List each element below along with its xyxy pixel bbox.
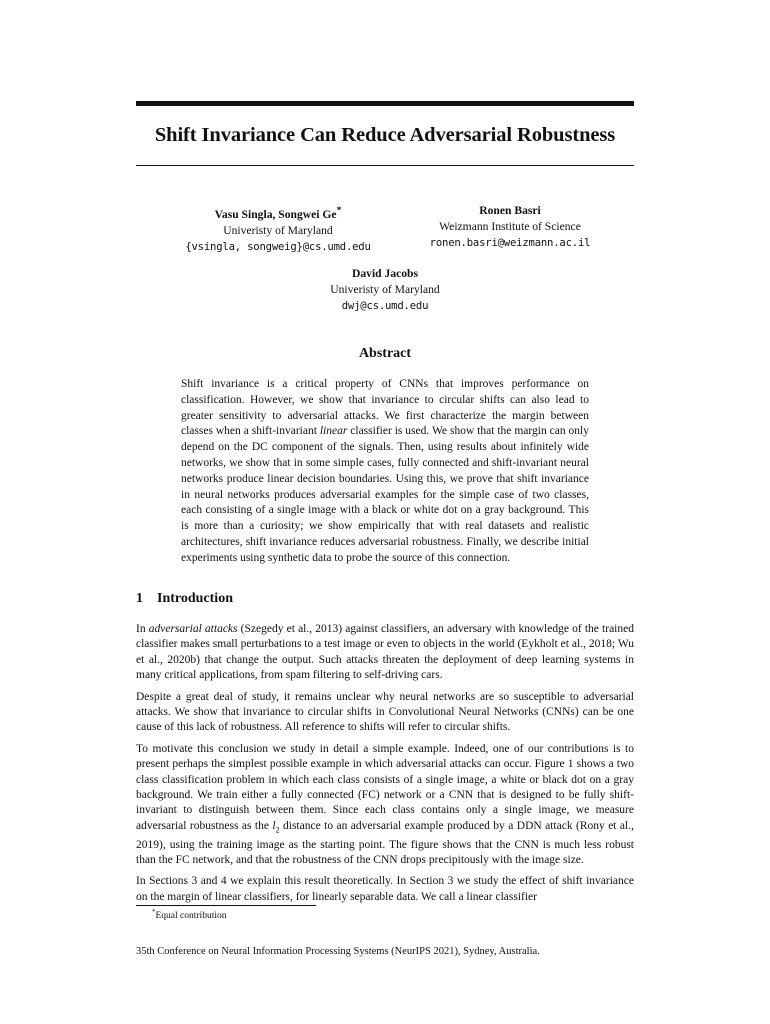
author-name: Vasu Singla, Songwei Ge*	[214, 205, 342, 221]
author-name: David Jacobs	[351, 267, 419, 280]
section-heading	[136, 591, 233, 607]
introduction-body	[136, 622, 634, 911]
author-affiliation: Univeristy of Maryland	[330, 283, 440, 296]
author-affiliation: Weizmann Institute of Science	[439, 220, 581, 233]
author-email: ronen.basri@weizmann.ac.il	[429, 237, 591, 249]
section-number: 1	[136, 591, 143, 606]
author-block-2	[412, 203, 608, 251]
venue-footer: 35th Conference on Neural Information Processing Systems (NeurIPS 2021), Sydney, Australia.	[136, 946, 540, 957]
author-block-3	[285, 266, 485, 314]
paragraph: To motivate this conclusion we study in detail a simple example. Indeed, one of our contributions is to present perhaps the simplest possible example in which adversarial attacks can occur. Figure 1 shows a two class classification problem in which each class consists of a single image, a white or black dot on a gray background. We train either a fully connected (FC) network or a CNN that is designed to be fully shift-invariant to distinguish between them. Since each class contains only a single image, we measure adversarial robustness as the $l_2$ distance to an adversarial example produced by a DDN attack (Rony et al., 2019), using the training image as the starting point. The figure shows that the CNN is much less robust than the FC network, and that the robustness of the CNN drops precipitously with the image size.	[136, 742, 634, 866]
author-block-1	[170, 203, 386, 255]
abstract-heading: Abstract	[358, 346, 412, 361]
author-email: {vsingla, songweig}@cs.umd.edu	[185, 240, 371, 253]
author-affiliation: Univeristy of Maryland	[223, 223, 333, 237]
paragraph: Despite a great deal of study, it remains unclear why neural networks are so susceptible to adversarial attacks. We show that invariance to circular shifts in Convolutional Neural Networks (CNNs) can be one cause of this lack of robustness. All reference to shifts will refer to circular shifts.	[136, 690, 634, 734]
footnote: *Equal contribution	[152, 908, 227, 922]
section-title: Introduction	[157, 591, 233, 606]
paragraph: In adversarial attacks (Szegedy et al., 2013) against classifiers, an adversary with knowledge of the trained classifier makes small perturbations to a test image or even to objects in the world (Eykholt et al., 2018; Wu et al., 2020b) that change the output. Such attacks threaten the deployment of deep learning systems in many critical applications, from spam filtering to self-driving cars.	[136, 623, 634, 682]
author-email: dwj@cs.umd.edu	[341, 300, 429, 312]
abstract-text: Shift invariance is a critical property of CNNs that improves performance on classification. However, we show that invariance to circular shifts can also lead to greater sensitivity to adversarial attacks. We first characterize the margin between classes when a shift-invariant linear classifier is used. We show that the margin can only depend on the DC component of the signals. Then, using results about infinitely wide networks, we show that in some simple cases, fully connected and shift-invariant neural networks produce linear decision boundaries. Using this, we prove that shift invariance in neural networks produces adversarial examples for the simple case of two classes, each consisting of a single image with a black or white dot on a gray background. This is more than a curiosity; we show empirically that with real datasets and realistic architectures, shift invariance reduces adversarial robustness. Finally, we describe initial experiments using synthetic data to probe the source of this connection.	[181, 378, 589, 564]
title-top-rule	[136, 101, 634, 106]
footnote-rule	[136, 905, 316, 906]
author-name: Ronen Basri	[479, 204, 541, 217]
author-footnote-mark: *	[336, 205, 342, 216]
title-bottom-rule	[136, 165, 634, 166]
paper-title: Shift Invariance Can Reduce Adversarial Robustness	[154, 124, 616, 146]
paragraph: In Sections 3 and 4 we explain this result theoretically. In Section 3 we study the effect of shift invariance on the margin of linear classifiers, for linearly separable data. We call a linear classifier	[136, 875, 634, 903]
